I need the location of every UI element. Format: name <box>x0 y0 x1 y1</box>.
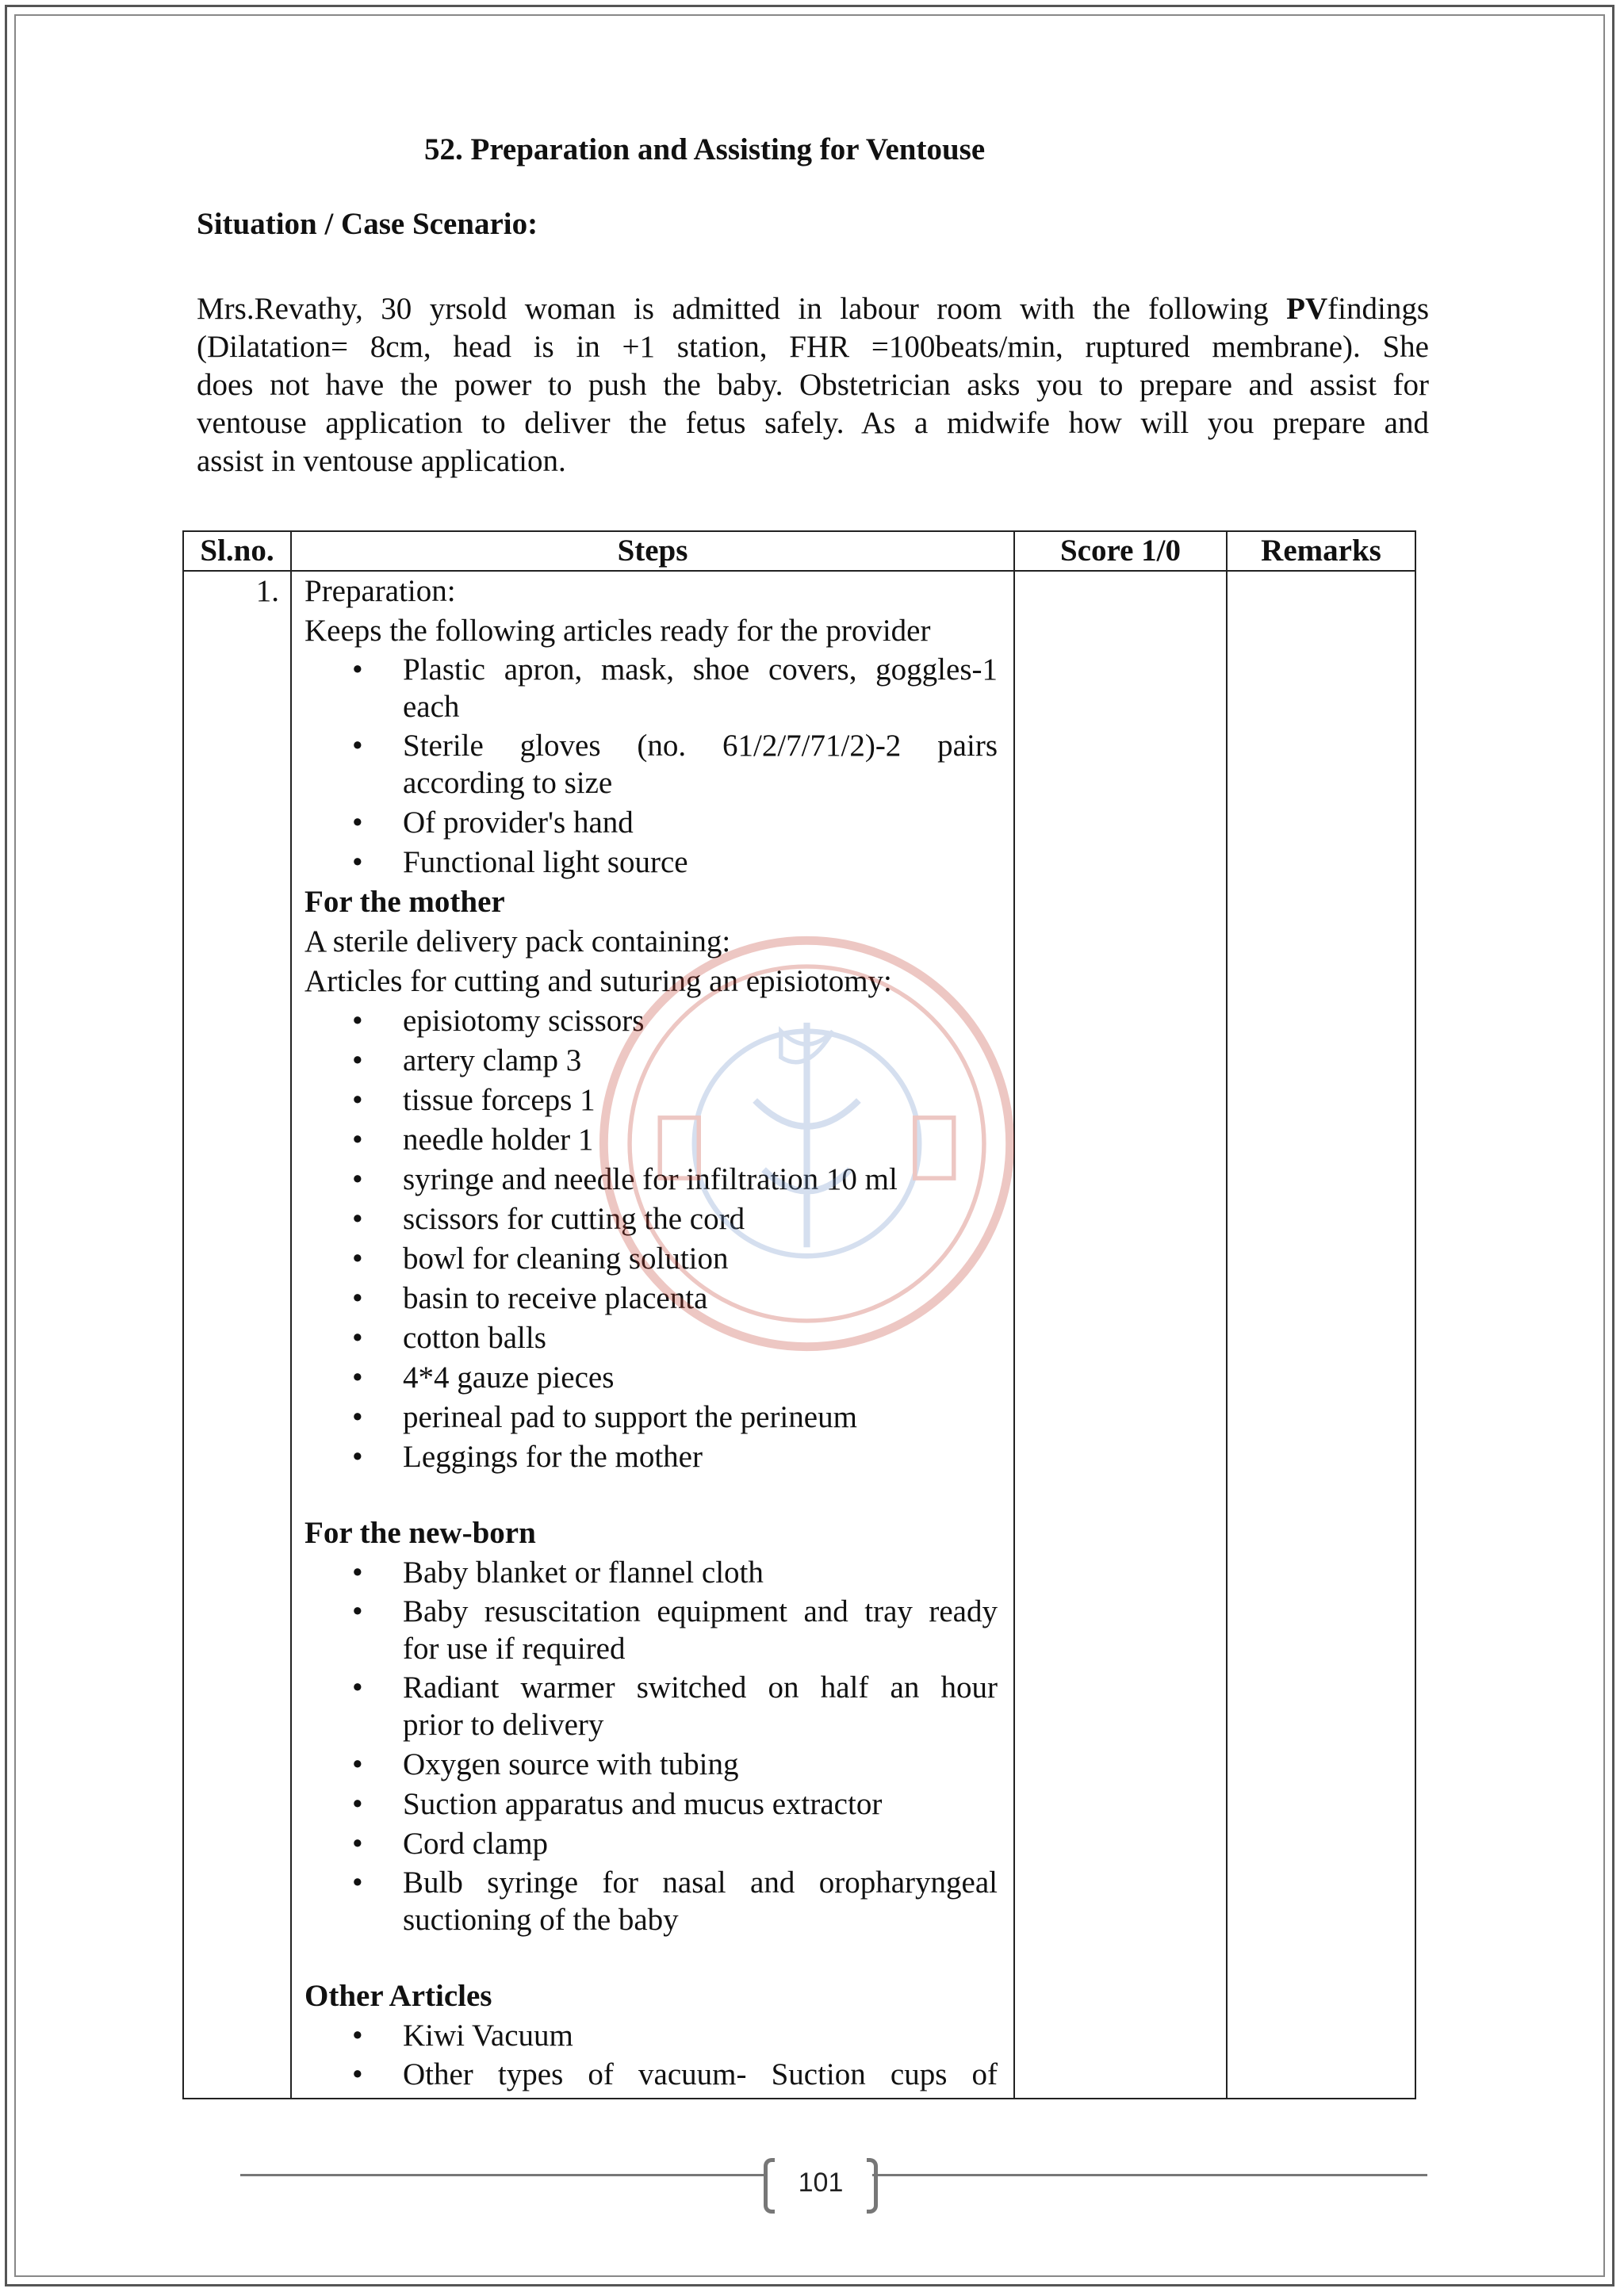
page-title: 52. Preparation and Assisting for Ventouse <box>424 132 986 166</box>
bullet-icon: • <box>352 1440 363 1474</box>
bullet-icon: • <box>352 806 363 840</box>
list-item: • Suction apparatus and mucus extractor <box>304 1785 998 1824</box>
newborn-heading: For the new-born <box>304 1516 536 1550</box>
list-item: • Cord clamp <box>304 1824 998 1864</box>
bullet-icon: • <box>352 1004 363 1038</box>
section-spacer <box>304 1940 998 1976</box>
bullet-icon: • <box>352 2057 363 2091</box>
newborn-items-list <box>304 1553 998 1940</box>
bullet-icon: • <box>352 1670 363 1705</box>
row-slno: 1. <box>183 571 291 2099</box>
scenario-line-1: Mrs.Revathy, 30 yrsold woman is admitted in labour room with the following PVfindings <box>197 292 1429 326</box>
row-remarks-cell <box>1227 571 1415 2099</box>
keeps-articles-text: Keeps the following articles ready for the provider <box>304 614 931 648</box>
list-item: • Of provider's hand <box>304 803 998 843</box>
list-item: • Sterile gloves (no. 61/2/7/71/2)-2 pairs according to size <box>352 729 998 800</box>
list-item: • bowl for cleaning solution <box>304 1239 998 1279</box>
bullet-icon: • <box>352 1202 363 1236</box>
list-item: • cotton balls <box>304 1318 998 1358</box>
scenario-line-4: ventouse application to deliver the fetus safely. As a midwife how will you prepare and <box>197 406 1429 440</box>
bullet-icon: • <box>352 1083 363 1117</box>
list-item: • tissue forceps 1 <box>304 1081 998 1120</box>
header-remarks: Remarks <box>1227 531 1415 571</box>
table-header-row <box>183 531 1415 571</box>
list-item: • basin to receive placenta <box>304 1279 998 1318</box>
list-item: • syringe and needle for infiltration 10 ml <box>304 1160 998 1200</box>
mother-heading: For the mother <box>304 885 505 919</box>
list-item: • Kiwi Vacuum <box>304 2016 998 2056</box>
page-number-box <box>761 2158 880 2218</box>
episiotomy-articles-text: Articles for cutting and suturing an episiotomy: <box>304 964 892 998</box>
list-item: • Radiant warmer switched on half an hour prior to delivery <box>352 1670 998 1742</box>
list-item: • episiotomy scissors <box>304 1001 998 1041</box>
list-item: • perineal pad to support the perineum <box>304 1398 998 1437</box>
bullet-icon: • <box>352 652 363 687</box>
section-spacer <box>304 1477 998 1513</box>
bullet-icon: • <box>352 1866 363 1900</box>
bullet-icon: • <box>352 1162 363 1196</box>
other-items-list <box>304 2016 998 2095</box>
header-steps: Steps <box>291 531 1014 571</box>
bullet-icon: • <box>352 1827 363 1861</box>
case-scenario-paragraph <box>197 290 1429 480</box>
list-item: • Leggings for the mother <box>304 1437 998 1477</box>
header-slno: Sl.no. <box>183 531 291 571</box>
list-item: • Baby blanket or flannel cloth <box>304 1553 998 1593</box>
scenario-bold-pv: PV <box>1286 292 1328 326</box>
bullet-icon: • <box>352 1400 363 1434</box>
scenario-line-2: (Dilatation= 8cm, head is in +1 station, FHR =100beats/min, ruptured membrane). She <box>197 330 1429 364</box>
list-item: • Plastic apron, mask, shoe covers, goggles-1 each <box>352 652 998 724</box>
page-number: 101 <box>798 2168 844 2198</box>
bullet-icon: • <box>352 1360 363 1395</box>
footer-rule-left <box>240 2174 764 2176</box>
bullet-icon: • <box>352 1321 363 1355</box>
bullet-icon: • <box>352 1556 363 1590</box>
preparation-label: Preparation: <box>304 574 456 608</box>
list-item: • 4*4 gauze pieces <box>304 1358 998 1398</box>
bullet-icon: • <box>352 1242 363 1276</box>
footer-rule-right <box>872 2174 1427 2176</box>
row-score-cell <box>1014 571 1227 2099</box>
seal-watermark-icon <box>591 928 1023 1360</box>
list-item: • Oxygen source with tubing <box>304 1745 998 1785</box>
bullet-icon: • <box>352 1747 363 1781</box>
scenario-line-5: assist in ventouse application. <box>197 444 566 478</box>
bullet-icon: • <box>352 1594 363 1628</box>
provider-items-list <box>304 651 998 882</box>
scenario-line-3: does not have the power to push the baby. Obstetrician asks you to prepare and assist for <box>197 368 1429 402</box>
list-item: • scissors for cutting the cord <box>304 1200 998 1239</box>
list-item: • Baby resuscitation equipment and tray ready for use if required <box>352 1594 998 1666</box>
bullet-icon: • <box>352 2019 363 2053</box>
mother-pack-text: A sterile delivery pack containing: <box>304 924 731 959</box>
list-item: • artery clamp 3 <box>304 1041 998 1081</box>
list-item: • Functional light source <box>304 843 998 882</box>
list-item: • Other types of vacuum- Suction cups of <box>352 2057 998 2091</box>
bullet-icon: • <box>352 729 363 763</box>
situation-heading: Situation / Case Scenario: <box>197 207 538 241</box>
bullet-icon: • <box>352 845 363 879</box>
list-item: • needle holder 1 <box>304 1120 998 1160</box>
bullet-icon: • <box>352 1787 363 1821</box>
other-articles-heading: Other Articles <box>304 1979 492 2013</box>
header-score: Score 1/0 <box>1014 531 1227 571</box>
bullet-icon: • <box>352 1123 363 1157</box>
bullet-icon: • <box>352 1281 363 1315</box>
bullet-icon: • <box>352 1043 363 1077</box>
list-item: • Bulb syringe for nasal and oropharyngeal suctioning of the baby <box>352 1866 998 1937</box>
